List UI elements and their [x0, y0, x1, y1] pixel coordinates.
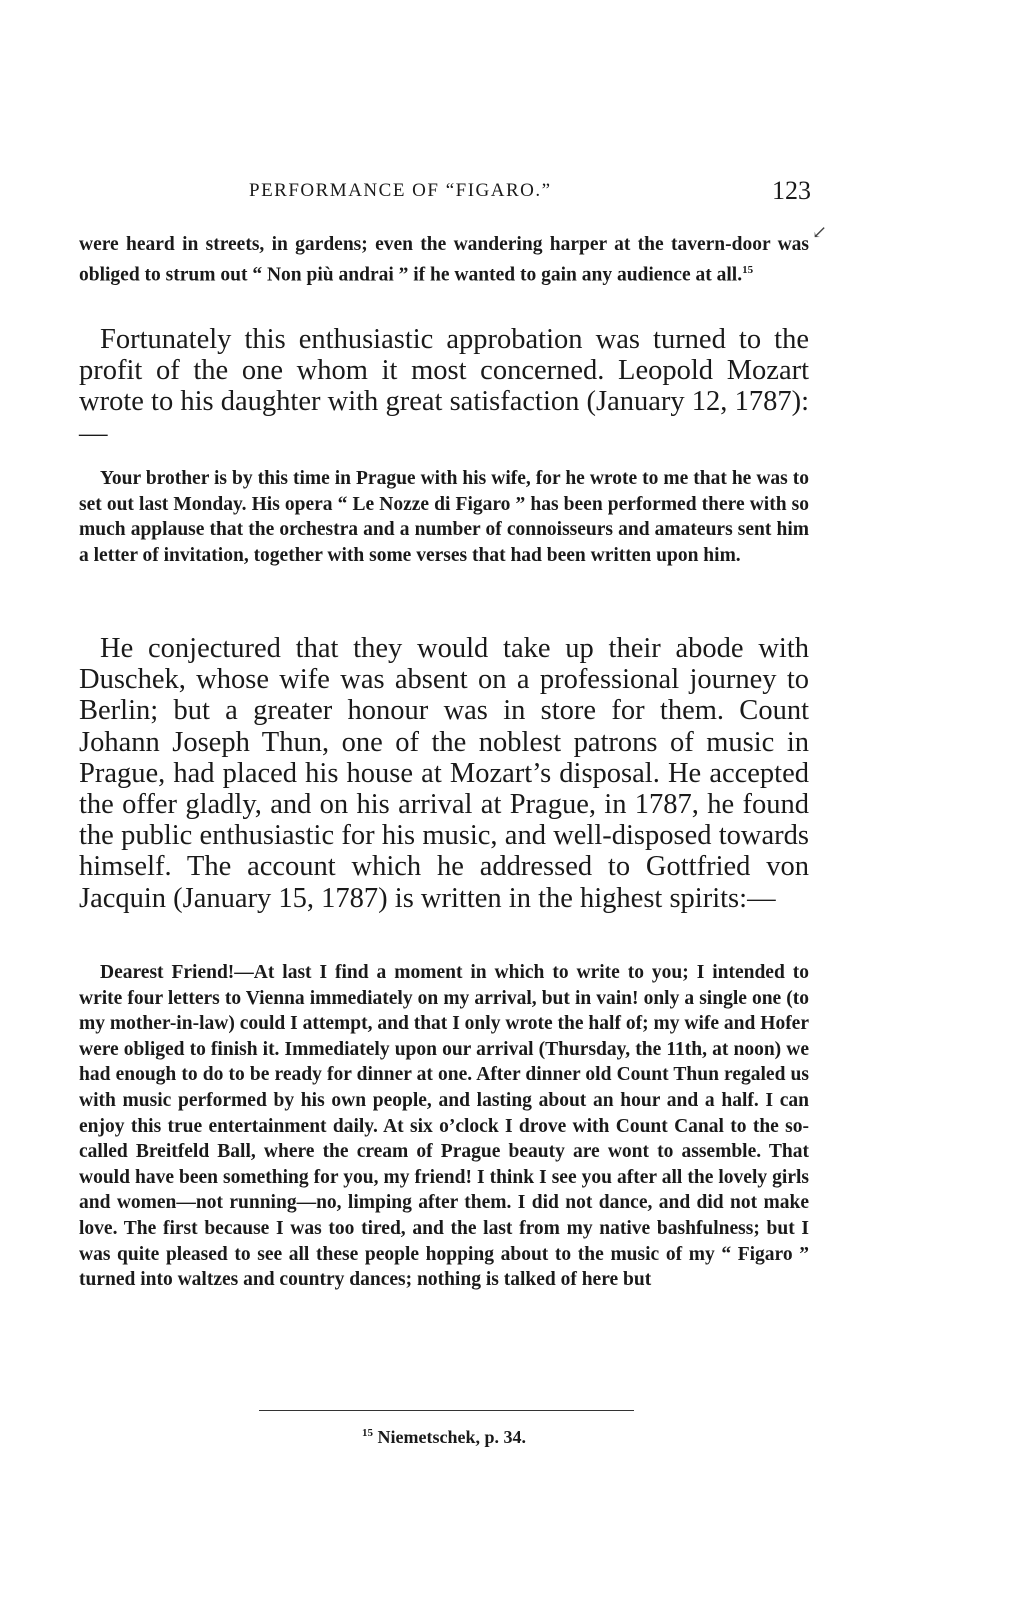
body-paragraph-1: Fortunately this enthusiastic approbation was turned to the profit of the one whom it most concerned. Leopold Mozart wrote to his daughter with great satisfaction (January 12, 1787):—	[79, 324, 809, 449]
page-header	[79, 176, 809, 216]
footnote-text: Niemetschek, p. 34.	[377, 1427, 526, 1447]
footnote-number: 15	[362, 1427, 373, 1439]
body-paragraph-2: He conjectured that they would take up their abode with Duschek, whose wife was absent on a professional journey to Berlin; but a greater honour was in store for them. Count Johann Joseph Thun, one of the noblest patrons of music in Prague, had placed his house at Mozart’s disposal. He accepted the offer gladly, and on his arrival at Prague, in 1787, he found the public enthusiastic for his music, and well-disposed towards himself. The account which he addressed to Gottfried von Jacquin (January 15, 1787) is written in the highest spirits:—	[79, 633, 809, 914]
running-head: PERFORMANCE OF “FIGARO.”	[249, 180, 552, 201]
footnote-rule	[259, 1410, 634, 1411]
page-number: 123	[772, 176, 811, 205]
quoted-letter-2: Dearest Friend!—At last I find a moment in which to write to you; I intended to write four letters to Vienna immediately on my arrival, but in vain! only a single one (to my mother-in-law) could I attempt, and that I only wrote the half of; my wife and Hofer were obliged to finish it. Immediately upon our arrival (Thursday, the 11th, at noon) we had enough to do to be ready for dinner at one. After dinner old Count Thun regaled us with music performed by his own people, and lasting about an hour and a half. I can enjoy this true entertainment daily. At six o’clock I drove with Count Canal to the so-called Breitfeld Ball, where the cream of Prague beauty are wont to assemble. That would have been something for you, my friend! I think I see you after all the lovely girls and women—not running—no, limping after them. I did not dance, and did not make love. The first because I was too tired, and the last from my native bashfulness; but I was quite pleased to see all these people hopping about to the music of my “ Figaro ” turned into waltzes and country dances; nothing is talked of here but	[79, 962, 809, 1291]
footnote	[79, 1427, 809, 1448]
margin-annotation-mark: ↙	[812, 222, 828, 242]
footnote-ref: 15	[742, 263, 754, 276]
quote-text: were heard in streets, in gardens; even the wandering harper at the tavern-door was obliged to strum out “ Non più andrai ” if he wanted to gain any audience at all.	[79, 234, 809, 286]
quoted-letter-1: Your brother is by this time in Prague with his wife, for he wrote to me that he was to set out last Monday. His opera “ Le Nozze di Figaro ” has been performed there with so much applause that the orchestra and a number of connoisseurs and amateurs sent him a letter of invitation, together with some verses that had been written upon him.	[79, 468, 809, 566]
quote-continuation	[79, 232, 809, 288]
